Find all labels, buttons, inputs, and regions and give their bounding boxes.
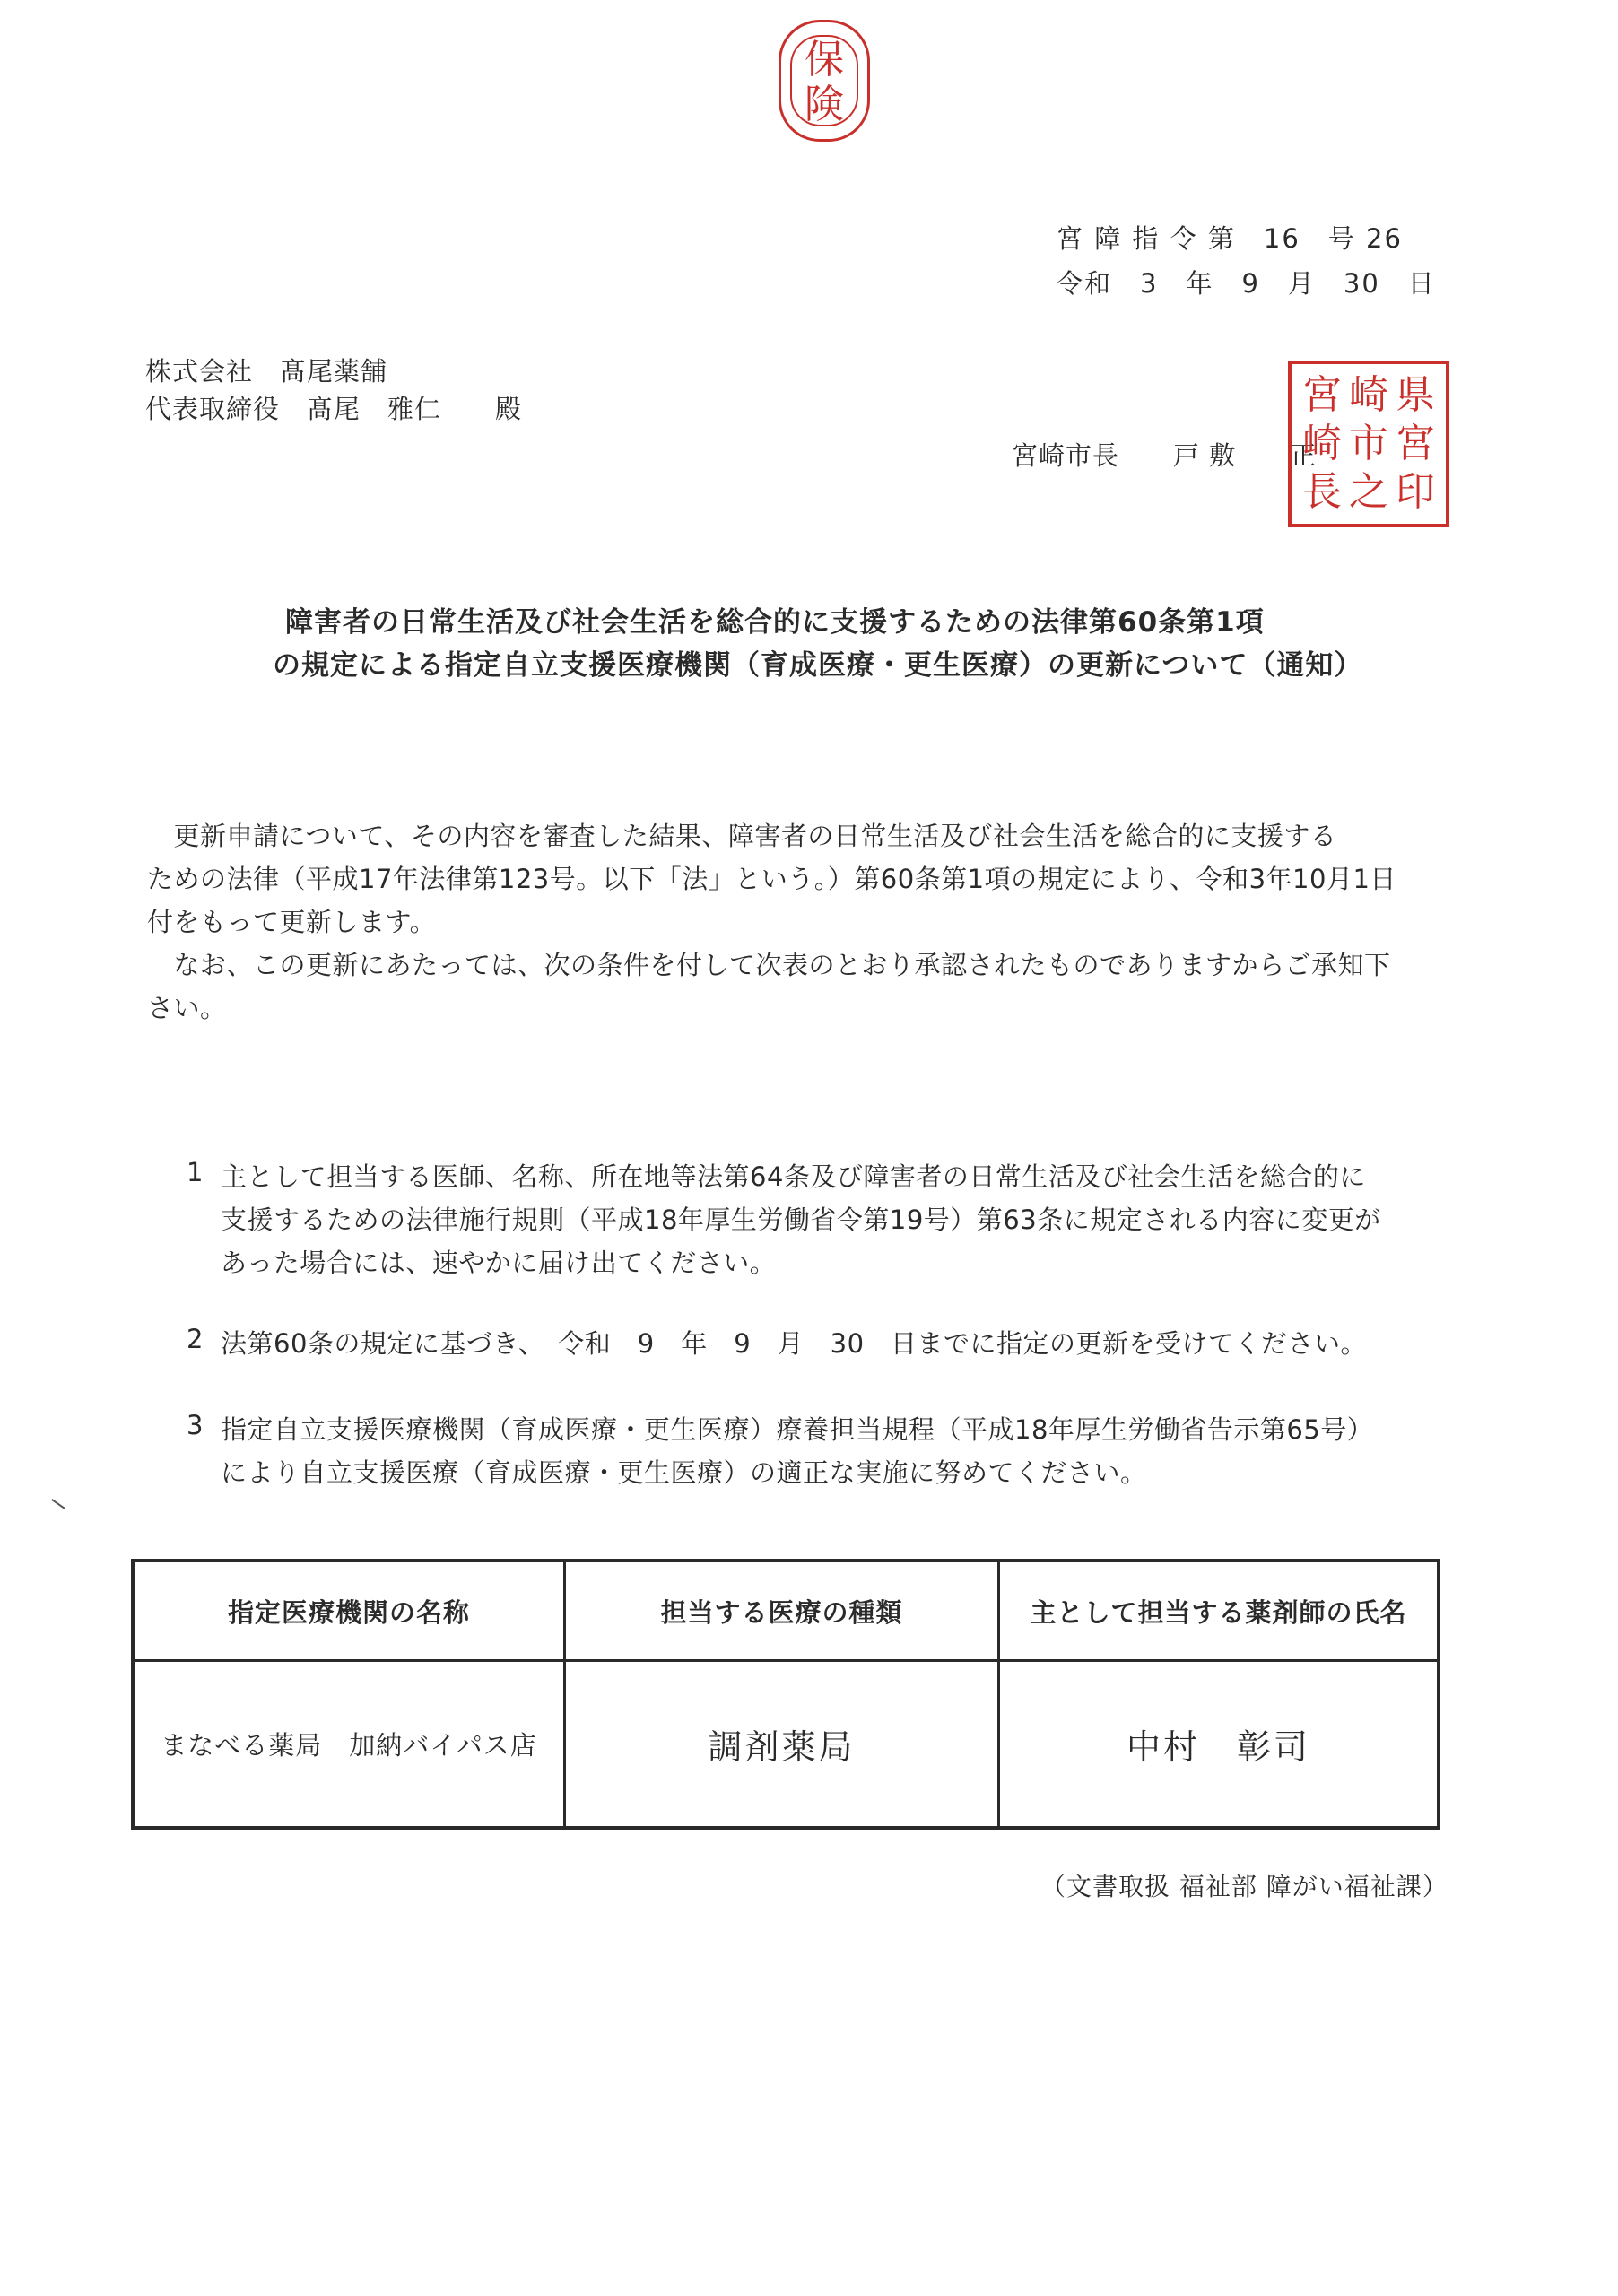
notice-title-line-1: 障害者の日常生活及び社会生活を総合的に支援するための法律第60条第1項	[285, 606, 1265, 639]
mayor-seal-char: 県	[1396, 372, 1435, 418]
mayor-seal-char: 市	[1349, 421, 1388, 466]
condition-3-number: 3	[187, 1410, 204, 1440]
mayor-seal-grid	[1299, 371, 1439, 517]
table-cell-pharmacist-name: 中村 彰司	[1126, 1727, 1310, 1767]
document-date: 令和 3 年 9 月 30 日	[1057, 268, 1436, 299]
body-line-3: 付をもって更新します。	[147, 907, 437, 937]
margin-mark	[51, 1499, 65, 1509]
body-line-1: 更新申請について、その内容を審査した結果、障害者の日常生活及び社会生活を総合的に支援する	[147, 821, 1337, 851]
addressee-company: 株式会社 髙尾薬舗	[145, 356, 388, 387]
mayor-seal-char: 崎	[1349, 372, 1388, 418]
body-line-2: ための法律（平成17年法律第123号。以下「法」という。）第60条第1項の規定により、令和3年10月1日	[147, 864, 1396, 894]
table-header-institution-name: 指定医療機関の名称	[227, 1596, 470, 1628]
top-seal-stamp	[779, 20, 870, 142]
top-seal-glyph-1: 保	[805, 37, 844, 83]
mayor-seal-char: 崎	[1302, 421, 1342, 466]
mayor-official-seal	[1288, 361, 1449, 527]
body-line-4: なお、この更新にあたっては、次の条件を付して次表のとおり承認されたものでありますからご承知下	[147, 950, 1391, 980]
notice-title-line-2: の規定による指定自立支援医療機関（育成医療・更生医療）の更新について（通知）	[273, 649, 1363, 682]
mayor-seal-char: 宮	[1396, 421, 1435, 466]
condition-3-line-1: 指定自立支援医療機関（育成医療・更生医療）療養担当規程（平成18年厚生労働省告示第65号）	[221, 1414, 1374, 1445]
table-cell-institution-name: まなべる薬局 加納バイパス店	[161, 1730, 537, 1761]
condition-1-line-1: 主として担当する医師、名称、所在地等法第64条及び障害者の日常生活及び社会生活を総合的に	[221, 1161, 1366, 1192]
document-number: 宮 障 指 令 第 16 号 26	[1057, 223, 1403, 254]
addressee-representative: 代表取締役 髙尾 雅仁 殿	[145, 394, 523, 424]
top-seal-glyph-2: 険	[805, 82, 844, 127]
sender-title: 宮崎市長 戸 敷 正	[1012, 440, 1318, 471]
institution-table	[131, 1559, 1440, 1830]
document-handler-note: （文書取扱 福祉部 障がい福祉課）	[1040, 1872, 1448, 1901]
table-cell-medical-type: 調剤薬局	[708, 1727, 856, 1767]
condition-1-line-3: あった場合には、速やかに届け出てください。	[221, 1248, 777, 1278]
condition-3-line-2: により自立支援医療（育成医療・更生医療）の適正な実施に努めてください。	[221, 1457, 1147, 1488]
condition-2-number: 2	[187, 1324, 204, 1354]
body-line-5: さい。	[147, 993, 227, 1023]
mayor-seal-char: 之	[1349, 469, 1388, 515]
table-header-medical-type: 担当する医療の種類	[660, 1596, 903, 1628]
mayor-seal-char: 宮	[1302, 372, 1342, 418]
table-header-pharmacist-name: 主として担当する薬剤師の氏名	[1030, 1596, 1407, 1628]
condition-2-line-1: 法第60条の規定に基づき、 令和 9 年 9 月 30 日までに指定の更新を受けてください。	[221, 1328, 1368, 1359]
mayor-seal-char: 長	[1302, 469, 1342, 515]
mayor-seal-char: 印	[1396, 469, 1435, 515]
condition-1-number: 1	[187, 1157, 204, 1187]
condition-1-line-2: 支援するための法律施行規則（平成18年厚生労働省令第19号）第63条に規定される内容に変更が	[221, 1205, 1381, 1235]
